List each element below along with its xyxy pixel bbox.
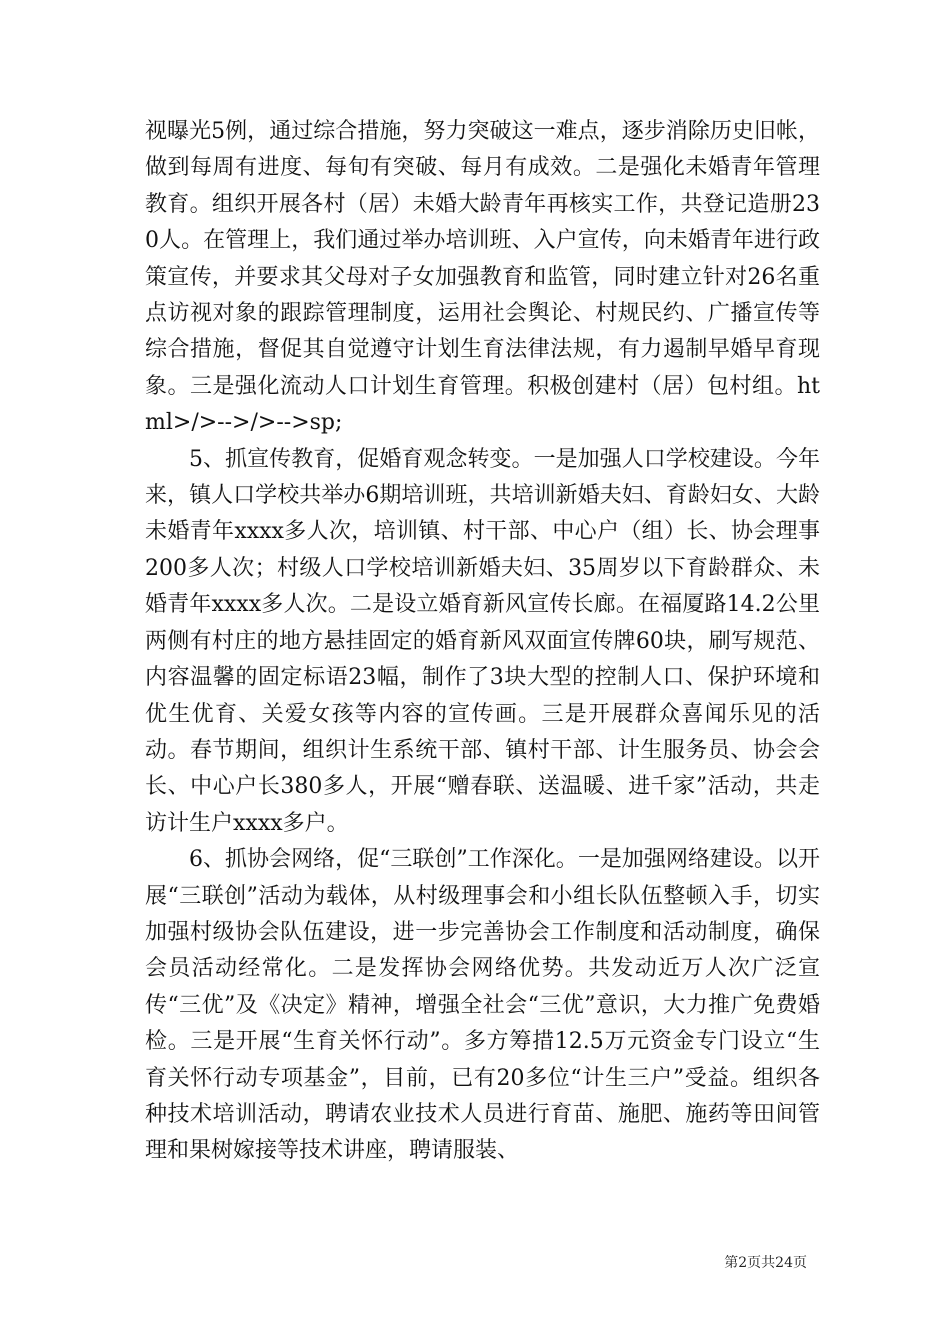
document-body	[145, 114, 820, 1170]
paragraph-1: 视曝光5例，通过综合措施，努力突破这一难点，逐步消除历史旧帐，做到每周有进度、每旬有突破、每月有成效。二是强化未婚青年管理教育。组织开展各村（居）未婚大龄青年再核实工作，共登记造册230人。在管理上，我们通过举办培训班、入户宣传，向未婚青年进行政策宣传，并要求其父母对子女加强教育和监管，同时建立针对26名重点访视对象的跟踪管理制度，运用社会舆论、村规民约、广播宣传等综合措施，督促其自觉遵守计划生育法律法规，有力遏制早婚早育现象。三是强化流动人口计划生育管理。积极创建村（居）包村组。html>/>-->/>-->sp;	[145, 119, 820, 436]
paragraph-3: 6、抓协会网络，促“三联创”工作深化。一是加强网络建设。以开展“三联创”活动为载体，从村级理事会和小组长队伍整顿入手，切实加强村级协会队伍建设，进一步完善协会工作制度和活动制度，确保会员活动经常化。二是发挥协会网络优势。共发动近万人次广泛宣传“三优”及《决定》精神，增强全社会“三优”意识，大力推广免费婚检。三是开展“生育关怀行动”。多方筹措12.5万元资金专门设立“生育关怀行动专项基金”，目前，已有20多位“计生三户”受益。组织各种技术培训活动，聘请农业技术人员进行育苗、施肥、施药等田间管理和果树嫁接等技术讲座，聘请服装、	[145, 847, 820, 1164]
page-number-footer: 第2页共24页	[724, 1255, 807, 1271]
paragraph-2: 5、抓宣传教育，促婚育观念转变。一是加强人口学校建设。今年来，镇人口学校共举办6期培训班，共培训新婚夫妇、育龄妇女、大龄未婚青年xxxx多人次，培训镇、村干部、中心户（组）长、协会理事200多人次；村级人口学校培训新婚夫妇、35周岁以下育龄群众、未婚青年xxxx多人次。二是设立婚育新风宣传长廊。在福厦路14.2公里两侧有村庄的地方悬挂固定的婚育新风双面宣传牌60块，刷写规范、内容温馨的固定标语23幅，制作了3块大型的控制人口、保护环境和优生优育、关爱女孩等内容的宣传画。三是开展群众喜闻乐见的活动。春节期间，组织计生系统干部、镇村干部、计生服务员、协会会长、中心户长380多人，开展“赠春联、送温暖、进千家”活动，共走访计生户xxxx多户。	[145, 446, 820, 836]
